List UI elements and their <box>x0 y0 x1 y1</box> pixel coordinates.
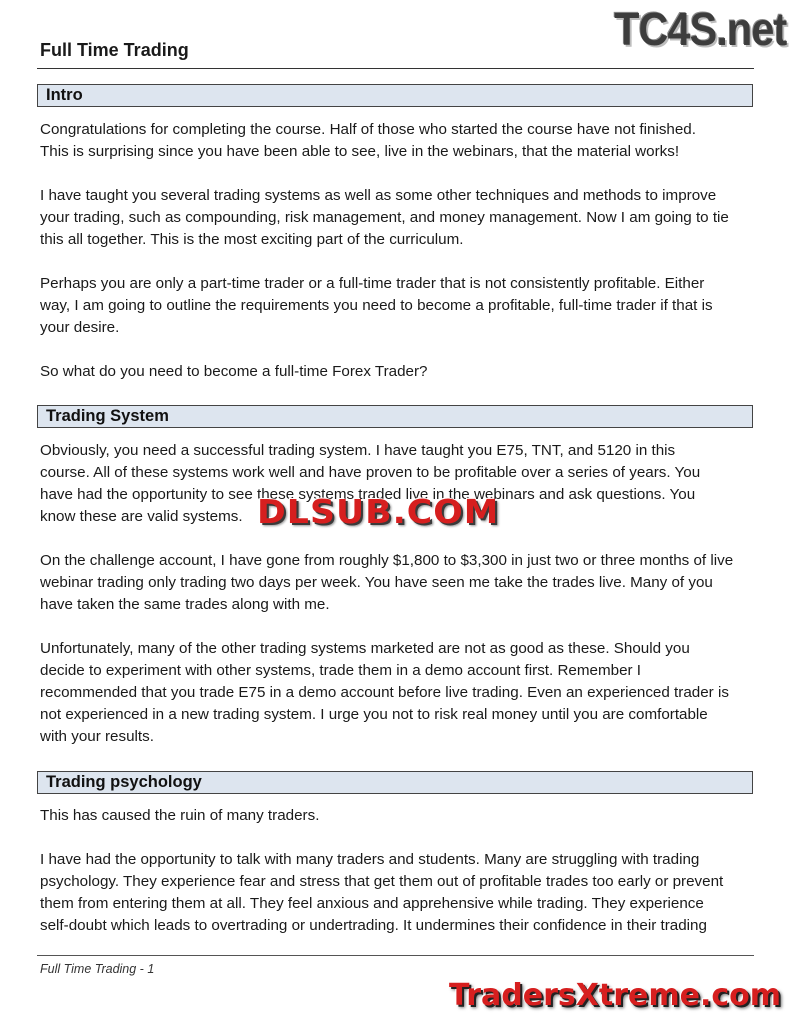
text-line: this all together. This is the most exciting part of the curriculum. <box>40 231 464 248</box>
text-line: webinar trading only trading two days per week. You have seen me take the trades live. Many of you <box>40 574 713 591</box>
text-line: psychology. They experience fear and stress that get them out of profitable trades too early or prevent <box>40 873 724 890</box>
text-line: recommended that you trade E75 in a demo account before live trading. Even an experienced trader is <box>40 684 729 701</box>
text-line: So what do you need to become a full-time Forex Trader? <box>40 363 428 380</box>
text-line: Unfortunately, many of the other trading systems marketed are not as good as these. Should you <box>40 640 690 657</box>
text-line: I have had the opportunity to talk with many traders and students. Many are struggling with trading <box>40 851 700 868</box>
text-line: Obviously, you need a successful trading system. I have taught you E75, TNT, and 5120 in this <box>40 442 676 459</box>
text-line: course. All of these systems work well and have proven to be profitable over a series of years. You <box>40 464 701 481</box>
page-footer: Full Time Trading - 1 <box>40 962 155 976</box>
section-heading-intro: Intro <box>37 84 753 107</box>
text-line: Congratulations for completing the course. Half of those who started the course have not finished. <box>40 121 696 138</box>
paragraph <box>40 849 756 937</box>
text-line: This is surprising since you have been able to see, live in the webinars, that the material works! <box>40 143 680 160</box>
paragraph <box>40 550 756 616</box>
watermark-tradersxtreme: TradersXtreme.com <box>449 978 781 1013</box>
top-divider <box>37 68 754 69</box>
text-line: decide to experiment with other systems, trade them in a demo account first. Remember I <box>40 662 642 679</box>
paragraph <box>40 638 756 748</box>
text-line: have had the opportunity to see these systems traded live in the webinars and ask questions. You <box>40 486 696 503</box>
text-line: self-doubt which leads to overtrading or undertrading. It undermines their confidence in their trading <box>40 917 707 934</box>
text-line: have taken the same trades along with me. <box>40 596 330 613</box>
text-line: with your results. <box>40 728 154 745</box>
watermark-dlsub: DLSUB.COM <box>257 492 500 531</box>
page-title: Full Time Trading <box>40 40 189 60</box>
bottom-divider <box>37 955 754 956</box>
paragraph <box>40 805 756 827</box>
text-line: not experienced in a new trading system. I urge you not to risk real money until you are comfortable <box>40 706 708 723</box>
section-heading-trading-system: Trading System <box>37 405 753 428</box>
text-line: way, I am going to outline the requirements you need to become a profitable, full-time trader if that is <box>40 297 713 314</box>
text-line: On the challenge account, I have gone from roughly $1,800 to $3,300 in just two or three months of live <box>40 552 734 569</box>
text-line: your trading, such as compounding, risk management, and money management. Now I am going to tie <box>40 209 729 226</box>
paragraph <box>40 185 756 251</box>
text-line: I have taught you several trading systems as well as some other techniques and methods to improve <box>40 187 717 204</box>
paragraph <box>40 119 756 163</box>
paragraph <box>40 361 756 383</box>
text-line: This has caused the ruin of many traders. <box>40 807 320 824</box>
text-line: Perhaps you are only a part-time trader or a full-time trader that is not consistently profitable. Either <box>40 275 705 292</box>
paragraph <box>40 273 756 339</box>
watermark-tc4s: TC4S.net <box>613 3 786 55</box>
text-line: know these are valid systems. <box>40 508 243 525</box>
text-line: them from entering them at all. They feel anxious and apprehensive while trading. They experience <box>40 895 704 912</box>
section-heading-trading-psychology: Trading psychology <box>37 771 753 794</box>
text-line: your desire. <box>40 319 120 336</box>
